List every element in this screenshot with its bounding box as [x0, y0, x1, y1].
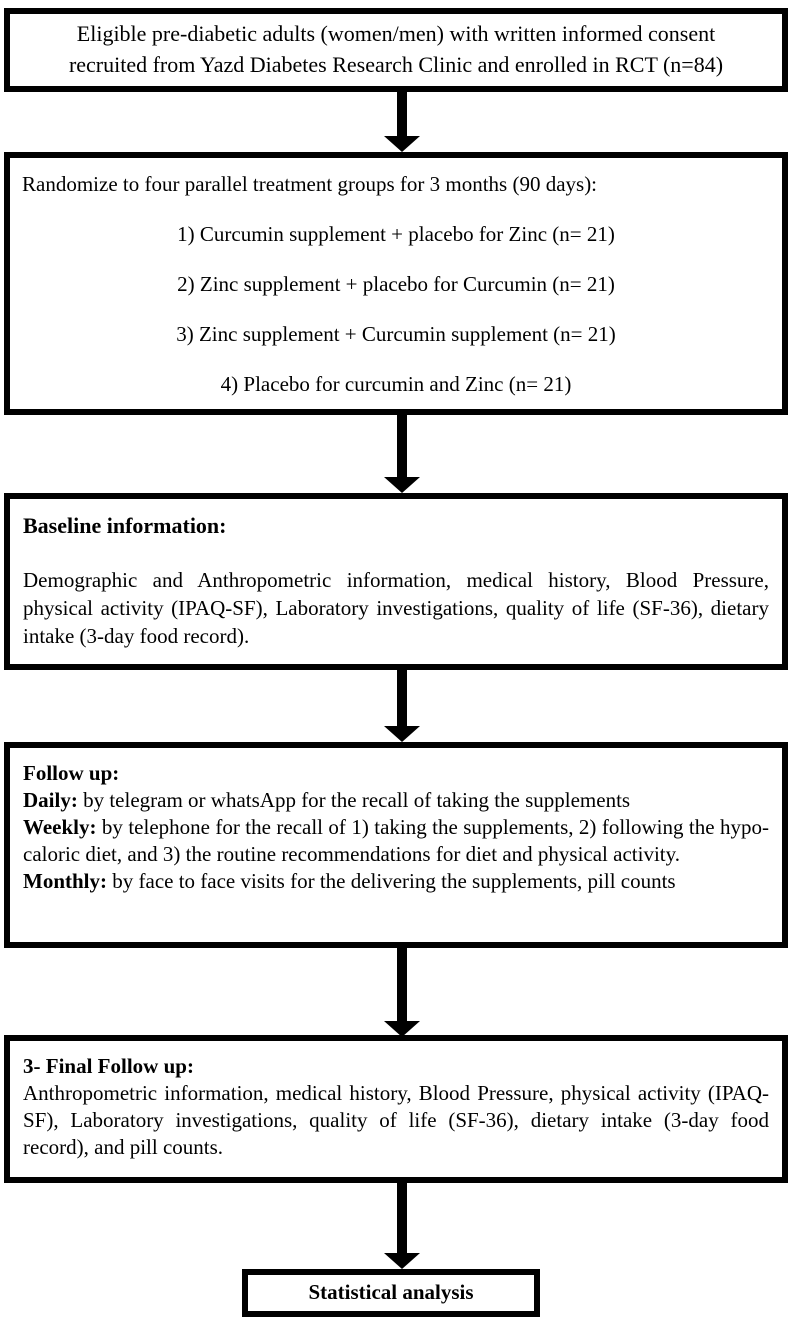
- arrow-head: [384, 726, 420, 742]
- baseline-body: Demographic and Anthropometric information, medical history, Blood Pressure, physical activity (IPAQ-SF), Laboratory investigations, quality of life (SF-36), dietary intake (3-day food record).: [23, 568, 769, 648]
- followup-box: [4, 742, 788, 948]
- randomize-intro: Randomize to four parallel treatment groups for 3 months (90 days):: [22, 172, 598, 196]
- weekly-text: by telephone for the recall of 1) taking the supplements, 2) following the hypo-caloric diet, and 3) the routine recommendations for diet and physical activity.: [23, 815, 769, 866]
- final-followup-body: Anthropometric information, medical history, Blood Pressure, physical activity (IPAQ-SF), Laboratory investigations, quality of life (SF-36), dietary intake (3-day food record), and pill counts.: [23, 1081, 769, 1159]
- baseline-heading: Baseline information:: [23, 513, 227, 538]
- enrollment-box: [4, 8, 788, 92]
- down-arrow-icon: [384, 92, 420, 152]
- arrow-head: [384, 1253, 420, 1269]
- daily-text: by telegram or whatsApp for the recall of taking the supplements: [77, 788, 631, 812]
- baseline-content: [10, 499, 782, 663]
- down-arrow-icon: [384, 1183, 420, 1269]
- followup-daily: [23, 787, 769, 814]
- enrollment-text: [10, 14, 782, 80]
- daily-label: Daily:: [23, 788, 78, 812]
- down-arrow-icon: [384, 670, 420, 742]
- followup-content: [10, 748, 782, 907]
- arrow-stem: [397, 92, 407, 136]
- arrow-head: [384, 136, 420, 152]
- weekly-label: Weekly:: [23, 815, 97, 839]
- final-followup-box: [4, 1035, 788, 1183]
- randomize-content: [10, 158, 782, 410]
- followup-heading: Follow up:: [23, 761, 120, 785]
- arrow-stem: [397, 1183, 407, 1253]
- randomize-box: [4, 152, 788, 415]
- treatment-group-1: 1) Curcumin supplement + placebo for Zinc (n= 21): [177, 222, 615, 246]
- statistical-analysis-box: [242, 1269, 540, 1317]
- monthly-text: by face to face visits for the delivering the supplements, pill counts: [107, 869, 676, 893]
- baseline-box: [4, 493, 788, 670]
- down-arrow-icon: [384, 948, 420, 1037]
- final-followup-content: [10, 1041, 782, 1173]
- arrow-stem: [397, 670, 407, 726]
- followup-monthly: [23, 868, 769, 895]
- enrollment-line-2: recruited from Yazd Diabetes Research Clinic and enrolled in RCT (n=84): [68, 52, 724, 77]
- monthly-label: Monthly:: [23, 869, 107, 893]
- treatment-group-2: 2) Zinc supplement + placebo for Curcumin (n= 21): [177, 272, 615, 296]
- statistical-analysis-label: Statistical analysis: [308, 1280, 474, 1304]
- down-arrow-icon: [384, 415, 420, 493]
- enrollment-line-1: Eligible pre-diabetic adults (women/men) with written informed consent: [76, 21, 716, 46]
- followup-weekly: [23, 814, 769, 868]
- treatment-group-3: 3) Zinc supplement + Curcumin supplement (n= 21): [176, 322, 616, 346]
- final-followup-heading: 3- Final Follow up:: [23, 1054, 194, 1078]
- arrow-stem: [397, 415, 407, 477]
- arrow-head: [384, 477, 420, 493]
- arrow-stem: [397, 948, 407, 1021]
- treatment-group-4: 4) Placebo for curcumin and Zinc (n= 21): [220, 372, 572, 396]
